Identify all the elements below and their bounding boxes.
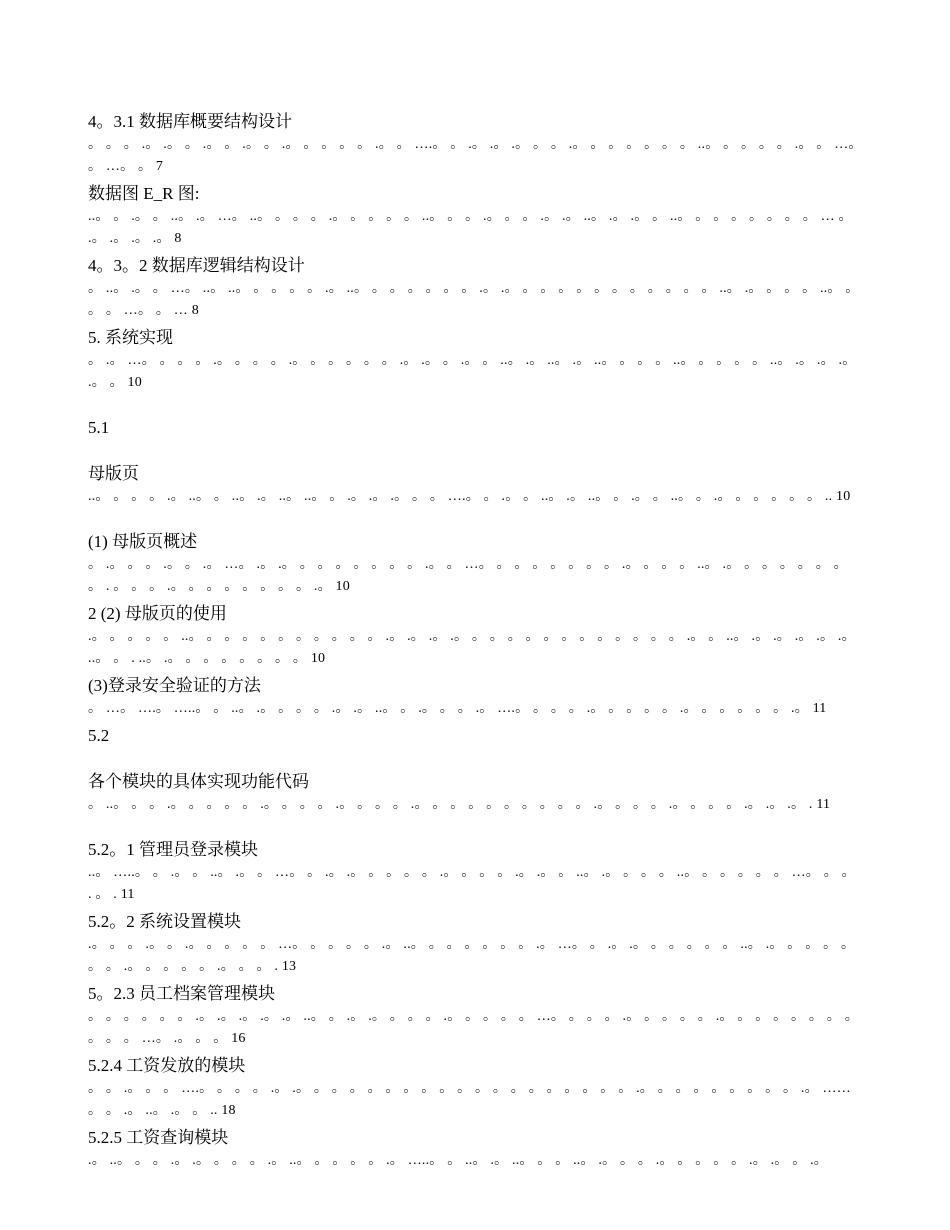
toc-entry[interactable] bbox=[88, 530, 863, 598]
toc-heading: 5.1 bbox=[88, 418, 110, 437]
toc-heading: 4。3。2 数据库逻辑结构设计 bbox=[88, 256, 305, 275]
toc-heading: 5. 系统实现 bbox=[88, 328, 173, 347]
spacer bbox=[88, 512, 863, 530]
toc-page-number: 11 bbox=[812, 701, 827, 716]
toc-entry[interactable] bbox=[88, 1054, 863, 1122]
toc-heading: 5.2。1 管理员登录模块 bbox=[88, 840, 258, 859]
toc-entry[interactable] bbox=[88, 254, 863, 322]
toc-page-number: 7 bbox=[155, 159, 164, 174]
dot-leader: 。 。 。 。 。 。 .。 .。 .。 .。 .。 ..。 。 .。 .。 。 。 。 .。 。 。 。 。 …。 。 。 。 .。 。 。 。 。 .。 。 。 。 。 。 。 。 。 。 。 …。 .。 。 。 bbox=[88, 1009, 859, 1046]
toc-leader bbox=[88, 934, 863, 978]
toc-leader bbox=[88, 554, 863, 598]
toc-entry[interactable] bbox=[88, 1126, 863, 1172]
toc-page-number: 13 bbox=[281, 959, 297, 974]
toc-leader bbox=[88, 794, 863, 816]
spacer bbox=[88, 444, 863, 462]
toc-leader bbox=[88, 698, 863, 720]
toc-entry[interactable] bbox=[88, 326, 863, 394]
spacer bbox=[88, 752, 863, 770]
toc-leader bbox=[88, 862, 863, 906]
toc-leader bbox=[88, 1150, 863, 1172]
toc-entry[interactable] bbox=[88, 982, 863, 1050]
dot-leader: .。 ..。 。 。 .。 .。 。 。 。 .。 ..。 。 。 。 。 .。 …..。 。 ..。 .。 ..。 。 。 ..。 .。 。 。 .。 。 。 。 。 .。 .。 。 .。 bbox=[88, 1153, 828, 1168]
toc-entry[interactable] bbox=[88, 674, 863, 720]
toc-heading: 5.2.5 工资查询模块 bbox=[88, 1128, 229, 1147]
toc-page-number: 10 bbox=[335, 579, 350, 594]
toc-leader bbox=[88, 278, 863, 322]
dot-leader: 。 .。 …。 。 。 。 .。 。 。 。 .。 。 。 。 。 。 .。 .。 。 .。 。 ..。 .。 ..。 .。 ..。 。 。 。 ..。 。 。 。 。 ..。 .。 .。 .。 .。 。 bbox=[88, 353, 857, 390]
toc-leader bbox=[88, 206, 863, 250]
toc-leader bbox=[88, 486, 863, 508]
toc-page-number: 11 bbox=[120, 887, 135, 902]
spacer bbox=[88, 398, 863, 416]
toc-leader bbox=[88, 350, 863, 394]
toc-heading: 4。3.1 数据库概要结构设计 bbox=[88, 112, 292, 131]
toc-leader bbox=[88, 626, 863, 670]
toc-entry[interactable] bbox=[88, 182, 863, 250]
toc-page-number: 10 bbox=[836, 489, 851, 504]
toc-heading: 数据图 E_R 图: bbox=[88, 184, 200, 203]
table-of-contents bbox=[88, 110, 863, 1176]
toc-page-number: 18 bbox=[221, 1103, 236, 1118]
dot-leader: 。 ..。 .。 。 …。 ..。 ..。 。 。 。 。 .。 ..。 。 。 。 。 。 。 .。 .。 。 。 。 。 。 。 。 。 。 。 。 ..。 .。 。 。 。 ..。 。 。 。 …。 。 … bbox=[88, 281, 860, 318]
toc-entry[interactable] bbox=[88, 910, 863, 978]
toc-page-number: 10 bbox=[310, 651, 326, 666]
toc-heading: 5.2。2 系统设置模块 bbox=[88, 912, 241, 931]
toc-entry[interactable] bbox=[88, 838, 863, 906]
toc-section-number bbox=[88, 416, 863, 440]
toc-entry[interactable] bbox=[88, 602, 863, 670]
toc-page-number: 10 bbox=[127, 375, 142, 390]
toc-heading: 母版页 bbox=[88, 464, 139, 483]
toc-heading: (3)登录安全验证的方法 bbox=[88, 676, 261, 695]
toc-heading: 5。2.3 员工档案管理模块 bbox=[88, 984, 275, 1003]
toc-heading: 5.2.4 工资发放的模块 bbox=[88, 1056, 246, 1075]
dot-leader: ..。 …..。 。 .。 。 ..。 .。 。 …。 。 .。 .。 。 。 。 。 .。 。 。 。 .。 .。 。 ..。 .。 。 。 。 ..。 。 。 。 。 。 …。 。 。 . 。 . bbox=[88, 865, 856, 902]
dot-leader: 。 。 .。 。 。 ….。 。 。 。 .。 .。 。 。 。 。 。 。 。 。 。 。 。 。 。 。 。 。 。 。 .。 。 。 。 。 。 。 。 。 .。 …… 。 。 .。 ..。 .。 。 .. bbox=[88, 1081, 851, 1118]
toc-entry[interactable] bbox=[88, 110, 863, 178]
dot-leader: ..。 。 .。 。 ..。 .。 …。 ..。 。 。 。 .。 。 。 。 。 ..。 。 。 .。 。 。 .。 .。 ..。 .。 .。 。 ..。 。 。 。 。 。 。 。 … 。 .。 .。 .。 .。 bbox=[88, 209, 853, 246]
toc-leader bbox=[88, 1006, 863, 1050]
toc-page-number: 8 bbox=[174, 231, 182, 246]
dot-leader: ..。 。 。 。 .。 ..。 。 ..。 .。 ..。 ..。 。 .。 .。 .。 。 。 ….。 。 .。 。 ..。 .。 ..。 。 .。 。 ..。 。 .。 。 。 。 。 。 .. bbox=[88, 489, 833, 504]
dot-leader: 。 。 。 .。 .。 。 .。 。 .。 。 .。 。 。 。 。 .。 。 ….。 。 .。 .。 .。 。 。 .。 。 。 。 。 。 。 ..。 。 。 。 。 .。 。 …。 。 …。 。 bbox=[88, 137, 863, 174]
dot-leader: 。 .。 。 。 .。 。 .。 …。 .。 .。 。 。 。 。 。 。 。 .。 。 …。 。 。 。 。 。 。 。 .。 。 。 。 ..。 .。 。 。 。 。 。 。 。 . 。 。 。 .。 。 。 。 。 。 。 。 .。 bbox=[88, 557, 848, 594]
dot-leader: .。 。 。 。 。 ..。 。 。 。 。 。 。 。 。 。 。 .。 .。 .。 .。 。 。 。 。 。 。 。 。 。 。 。 。 .。 。 ..。 .。 .。 .。 .。 .。 ..。 。 . ..。 .。 。 。 。 。 。 。 。 bbox=[88, 629, 856, 666]
dot-leader: 。 ..。 。 。 .。 。 。 。 。 .。 。 。 。 .。 。 。 。 .。 。 。 。 。 。 。 。 。 。 .。 。 。 。 .。 。 。 。 .。 .。 .。 . bbox=[88, 797, 813, 812]
toc-page-number: 16 bbox=[231, 1031, 246, 1046]
toc-page-number: 8 bbox=[191, 303, 199, 318]
toc-entry[interactable] bbox=[88, 462, 863, 508]
toc-section-number bbox=[88, 724, 863, 748]
dot-leader: 。 …。 ….。 …..。 。 ..。 .。 。 。 。 .。 .。 ..。 。 .。 。 。 .。 ….。 。 。 。 .。 。 。 。 。 .。 。 。 。 。 。 .。 bbox=[88, 701, 809, 716]
toc-heading: 2 (2) 母版页的使用 bbox=[88, 604, 227, 623]
toc-heading: (1) 母版页概述 bbox=[88, 532, 198, 551]
dot-leader: .。 。 。 .。 。 .。 。 。 。 。 …。 。 。 。 。 .。 ..。 。 。 。 。 。 。 .。 …。 。 .。 .。 。 。 。 。 。 ..。 .。 。 。 。 。 。 。 .。 。 。 。 。 .。 。 。 . bbox=[88, 937, 856, 974]
toc-heading: 各个模块的具体实现功能代码 bbox=[88, 772, 309, 791]
spacer bbox=[88, 820, 863, 838]
toc-leader bbox=[88, 134, 863, 178]
toc-heading: 5.2 bbox=[88, 726, 110, 745]
toc-page-number: 11 bbox=[816, 797, 831, 812]
toc-leader bbox=[88, 1078, 863, 1122]
toc-entry[interactable] bbox=[88, 770, 863, 816]
